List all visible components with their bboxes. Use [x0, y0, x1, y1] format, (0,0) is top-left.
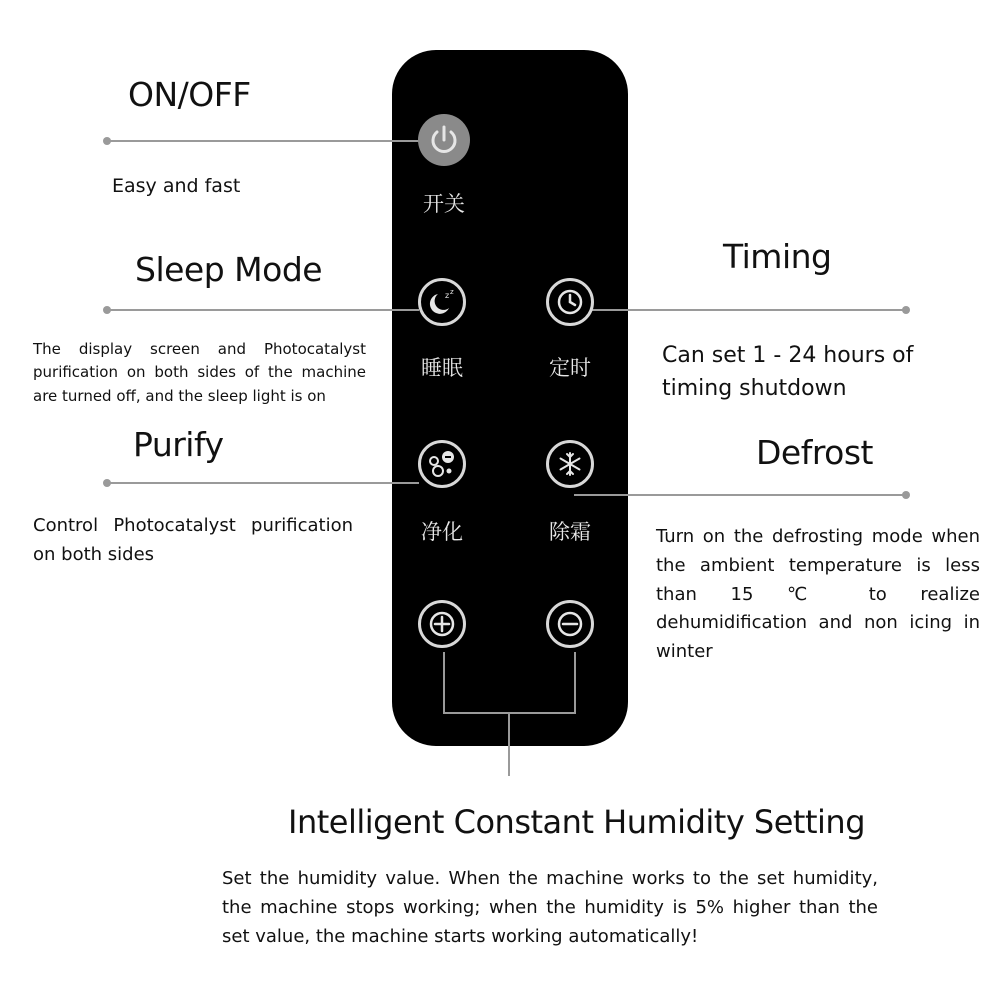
humidity-description: Set the humidity value. When the machine works to the set humidity, the machine stops working; when the humidity is 5% higher than the set value, the machine starts working automatically! [222, 868, 878, 948]
purify-description: Control Photocatalyst purification on both sides [33, 515, 353, 565]
clock-icon [549, 281, 591, 323]
plus-leader-line [443, 652, 445, 714]
sleep-leader-line [107, 309, 419, 311]
purify-button-label: 净化 [421, 520, 463, 544]
minus-icon [549, 603, 591, 645]
timing-description: Can set 1 - 24 hours of timing shutdown [662, 343, 914, 401]
sleep-button-label: 睡眠 [421, 356, 463, 380]
defrost-button-label: 除霜 [549, 520, 591, 544]
sleep-mode-title: Sleep Mode [135, 250, 323, 289]
minus-button[interactable] [546, 600, 594, 648]
sleep-mode-description: The display screen and Photocatalyst purification on both sides of the machine are turned off, and the sleep light is on [33, 340, 366, 405]
purify-button[interactable] [418, 440, 466, 488]
on-off-leader-line [107, 140, 419, 142]
on-off-title: ON/OFF [128, 75, 251, 114]
on-off-description: Easy and fast [112, 175, 241, 197]
bubbles-icon [421, 443, 463, 485]
timer-button-label: 定时 [549, 356, 591, 380]
humidity-title: Intelligent Constant Humidity Setting [288, 803, 865, 841]
svg-text:z: z [445, 291, 450, 300]
defrost-description: Turn on the defrosting mode when the ambient temperature is less than 15 ℃ to realize dehumidification and non icing in winter [656, 526, 980, 663]
power-button[interactable] [418, 114, 470, 166]
moon-icon [421, 281, 463, 323]
timing-title: Timing [723, 237, 832, 276]
defrost-leader-line [574, 494, 904, 496]
power-button-label: 开关 [423, 192, 465, 216]
plus-button[interactable] [418, 600, 466, 648]
defrost-leader-dot [902, 491, 910, 499]
power-icon [418, 114, 470, 166]
purify-title: Purify [133, 425, 224, 464]
plus-icon [421, 603, 463, 645]
timing-leader-dot [902, 306, 910, 314]
purify-leader-line [107, 482, 419, 484]
humidity-leader-line [508, 712, 510, 776]
svg-text:z: z [450, 288, 454, 296]
snowflake-icon [549, 443, 591, 485]
minus-leader-line [574, 652, 576, 714]
defrost-title: Defrost [756, 433, 873, 472]
defrost-button[interactable] [546, 440, 594, 488]
sleep-button[interactable] [418, 278, 466, 326]
timer-button[interactable] [546, 278, 594, 326]
timing-leader-line [574, 309, 904, 311]
